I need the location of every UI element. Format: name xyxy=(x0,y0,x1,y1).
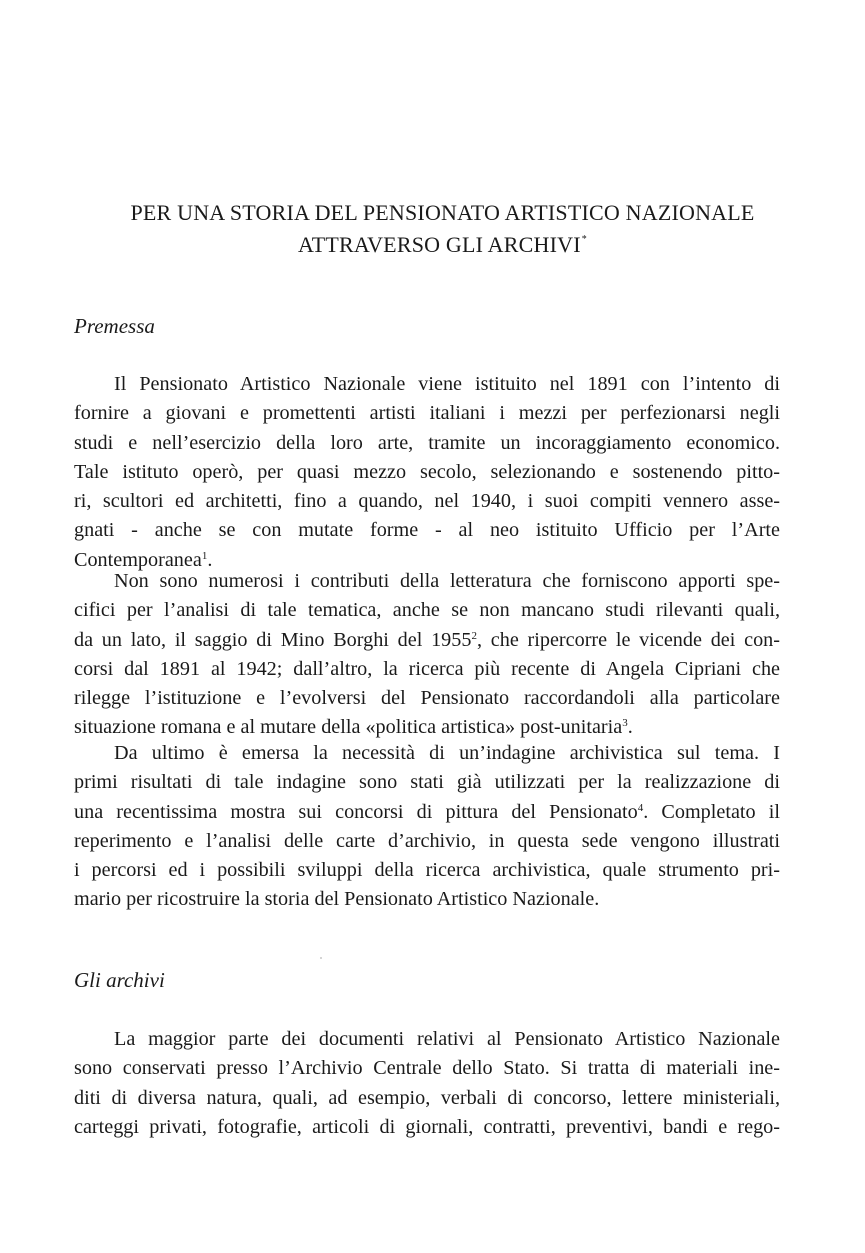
text-line: corsi dal 1891 al 1942; dall’altro, la ricerca più recente di Angela Cipriani che xyxy=(74,657,780,680)
text-line: ri, scultori ed architetti, fino a quando, nel 1940, i suoi compiti vennero asse- xyxy=(74,490,780,513)
footnote-ref-3: 3 xyxy=(622,717,628,730)
text-fragment: . xyxy=(627,716,633,739)
paragraph-archivi-1 xyxy=(74,1025,780,1142)
text-line: rilegge l’istituzione e l’evolversi del Pensionato raccordandoli alla particolare xyxy=(74,687,780,710)
paragraph-premessa-3 xyxy=(74,739,780,915)
text-fragment: . Completato il xyxy=(643,800,780,823)
text-line: sono conservati presso l’Archivio Centrale dello Stato. Si tratta di materiali ine- xyxy=(74,1057,780,1080)
text-fragment: Contemporanea xyxy=(74,548,202,571)
footnote-ref-1: 1 xyxy=(201,549,208,562)
footnote-ref-2: 2 xyxy=(471,629,477,642)
text-fragment: una recentissima mostra sui concorsi di pittura del Pensionato xyxy=(74,800,638,823)
text-line: mario per ricostruire la storia del Pensionato Artistico Nazionale. xyxy=(74,888,600,911)
text-line: primi risultati di tale indagine sono stati già utilizzati per la realizzazione di xyxy=(74,771,780,794)
text-line: Il Pensionato Artistico Nazionale viene istituito nel 1891 con l’intento di xyxy=(114,373,780,395)
text-line: carteggi privati, fotografie, articoli di giornali, contratti, preventivi, bandi e rego- xyxy=(74,1115,780,1138)
footnote-ref-4: 4 xyxy=(637,801,644,814)
text-line: Da ultimo è emersa la necessità di un’indagine archivistica sul tema. I xyxy=(114,742,780,764)
text-line: cifici per l’analisi di tale tematica, anche se non mancano studi rilevanti quali, xyxy=(74,599,780,622)
text-line: La maggior parte dei documenti relativi al Pensionato Artistico Nazionale xyxy=(114,1028,780,1050)
text-line: i percorsi ed i possibili sviluppi della ricerca archivistica, quale strumento pri- xyxy=(74,859,780,882)
text-line: Tale istituto operò, per quasi mezzo secolo, selezionando e sostenendo pitto- xyxy=(74,460,780,483)
text-fragment: da un lato, il saggio di Mino Borghi del 1955 xyxy=(74,628,472,651)
page-title-line-2 xyxy=(60,232,825,258)
page-title-text: ATTRAVERSO GLI ARCHIVI xyxy=(298,232,581,257)
text-line xyxy=(74,798,780,827)
section-heading-gli-archivi: Gli archivi xyxy=(74,968,165,992)
text-line: gnati - anche se con mutate forme - al neo istituito Ufficio per l’Arte xyxy=(74,519,780,542)
paragraph-premessa-1 xyxy=(74,370,780,575)
page-title-line-1: PER UNA STORIA DEL PENSIONATO ARTISTICO NAZIONALE xyxy=(130,200,755,225)
text-fragment: . xyxy=(207,548,213,571)
text-fragment: , che ripercorre le vicende dei con- xyxy=(476,628,780,651)
scan-speck xyxy=(320,957,322,959)
text-line: fornire a giovani e promettenti artisti italiani i mezzi per perfezionarsi negli xyxy=(74,402,780,425)
text-line: Non sono numerosi i contributi della letteratura che forniscono apporti spe- xyxy=(114,570,780,592)
paragraph-premessa-2 xyxy=(74,567,780,743)
text-fragment: situazione romana e al mutare della «politica artistica» post-unitaria xyxy=(74,716,623,739)
text-line: studi e nell’esercizio della loro arte, tramite un incoraggiamento economico. xyxy=(74,431,780,454)
section-heading-premessa: Premessa xyxy=(74,314,155,338)
text-line xyxy=(74,626,780,655)
text-line: reperimento e l’analisi delle carte d’archivio, in questa sede vengono illustrati xyxy=(74,829,780,852)
text-line: diti di diversa natura, quali, ad esempio, verbali di concorso, lettere ministeriali, xyxy=(74,1086,780,1109)
title-footnote-mark: * xyxy=(581,234,587,245)
